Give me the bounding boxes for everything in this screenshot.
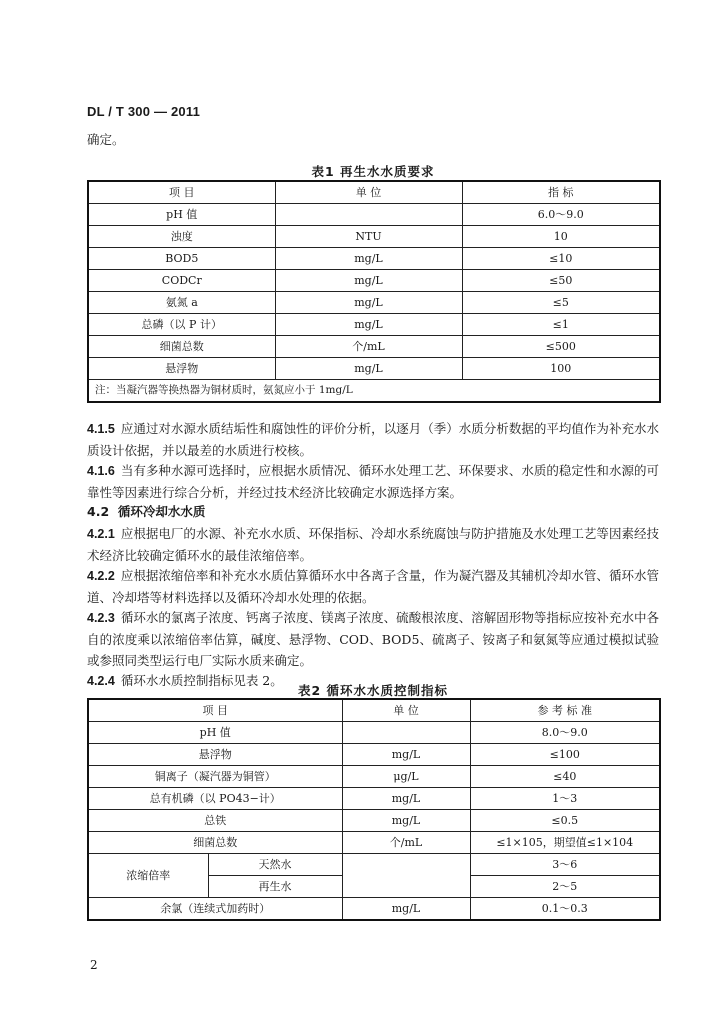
table1-cell-value: ≤50 bbox=[462, 270, 660, 292]
table-row bbox=[88, 314, 660, 336]
table2-cell-unit: mg/L bbox=[342, 898, 470, 921]
intro-text: 确定。 bbox=[87, 132, 125, 147]
table2-cell-unit bbox=[342, 722, 470, 744]
table-row bbox=[88, 226, 660, 248]
table2-ratio-value: 3～6 bbox=[470, 854, 660, 876]
table1-cell-item: pH 值 bbox=[88, 204, 275, 226]
table1-cell-item: 悬浮物 bbox=[88, 358, 275, 380]
section-number: 4.2 bbox=[87, 504, 110, 519]
table1-cell-value: ≤1 bbox=[462, 314, 660, 336]
section-heading-4-2 bbox=[87, 502, 205, 520]
clause-text: 应根据电厂的水源、补充水水质、环保指标、冷却水系统腐蚀与防护措施及水处理工艺等因素经技术经济比较确定循环水的最佳浓缩倍率。 bbox=[87, 526, 659, 563]
clause-text: 应通过对水源水质结垢性和腐蚀性的评价分析，以逐月（季）水质分析数据的平均值作为补充水水质设计依据，并以最差的水质进行校核。 bbox=[87, 421, 659, 458]
table1 bbox=[87, 180, 661, 403]
table1-cell-value: ≤5 bbox=[462, 292, 660, 314]
table-row bbox=[88, 204, 660, 226]
table-row bbox=[88, 854, 660, 876]
table-row bbox=[88, 292, 660, 314]
clause-text: 循环水水质控制指标见表 2。 bbox=[120, 673, 283, 688]
table1-cell-item: BOD5 bbox=[88, 248, 275, 270]
table1-cell-unit: mg/L bbox=[275, 270, 462, 292]
table1-cell-value: 6.0～9.0 bbox=[462, 204, 660, 226]
clause-text: 当有多种水源可选择时，应根据水质情况、循环水处理工艺、环保要求、水质的稳定性和水源的可靠性等因素进行综合分析，并经过技术经济比较确定水源选择方案。 bbox=[87, 463, 659, 500]
paragraph-4-2-2 bbox=[87, 565, 659, 608]
table-row bbox=[88, 788, 660, 810]
table1-caption: 表1 再生水水质要求 bbox=[311, 164, 435, 179]
clause-number: 4.2.3 bbox=[87, 611, 115, 625]
table2-cell-value: ≤40 bbox=[470, 766, 660, 788]
table2-caption: 表2 循环水水质控制指标 bbox=[297, 683, 449, 698]
table1-cell-value: ≤10 bbox=[462, 248, 660, 270]
table2 bbox=[87, 698, 661, 921]
table1-cell-item: 总磷（以 P 计） bbox=[88, 314, 275, 336]
clause-number: 4.2.1 bbox=[87, 527, 115, 541]
page-number: 2 bbox=[90, 958, 98, 972]
table1-note: 注：当凝汽器等换热器为铜材质时，氨氮应小于 1mg/L bbox=[88, 380, 660, 403]
table1-cell-unit: NTU bbox=[275, 226, 462, 248]
table2-cell-item: 余氯（连续式加药时） bbox=[88, 898, 342, 921]
table1-cell-item: CODCr bbox=[88, 270, 275, 292]
paragraph-4-1-6 bbox=[87, 460, 659, 503]
table1-cell-item: 浊度 bbox=[88, 226, 275, 248]
table2-ratio-sub: 天然水 bbox=[208, 854, 342, 876]
table1-note-row bbox=[88, 380, 660, 403]
table2-cell-value: 0.1～0.3 bbox=[470, 898, 660, 921]
table2-cell-item: 细菌总数 bbox=[88, 832, 342, 854]
table-row bbox=[88, 744, 660, 766]
table1-header-item: 项 目 bbox=[88, 181, 275, 204]
table-row bbox=[88, 358, 660, 380]
table2-header-row bbox=[88, 699, 660, 722]
paragraph-4-2-1 bbox=[87, 523, 659, 566]
table-row bbox=[88, 336, 660, 358]
table1-cell-unit: 个/mL bbox=[275, 336, 462, 358]
table-row bbox=[88, 722, 660, 744]
table1-cell-item: 细菌总数 bbox=[88, 336, 275, 358]
section-title: 循环冷却水水质 bbox=[117, 504, 206, 519]
table2-header-item: 项 目 bbox=[88, 699, 342, 722]
table2-cell-item: 铜离子（凝汽器为铜管） bbox=[88, 766, 342, 788]
table-row bbox=[88, 810, 660, 832]
table1-cell-unit: mg/L bbox=[275, 358, 462, 380]
table-row bbox=[88, 766, 660, 788]
table1-cell-unit: mg/L bbox=[275, 292, 462, 314]
table2-header-value: 参 考 标 准 bbox=[470, 699, 660, 722]
table1-cell-unit: mg/L bbox=[275, 314, 462, 336]
table2-cell-value: ≤1×105，期望值≤1×104 bbox=[470, 832, 660, 854]
table2-cell-value: 8.0～9.0 bbox=[470, 722, 660, 744]
paragraph-4-1-5 bbox=[87, 418, 659, 461]
table1-cell-unit: mg/L bbox=[275, 248, 462, 270]
table2-cell-item: 总铁 bbox=[88, 810, 342, 832]
table1-header-value: 指 标 bbox=[462, 181, 660, 204]
table1-cell-value: 10 bbox=[462, 226, 660, 248]
table2-cell-unit: mg/L bbox=[342, 810, 470, 832]
table2-ratio-label: 浓缩倍率 bbox=[88, 854, 208, 898]
table2-ratio-value: 2～5 bbox=[470, 876, 660, 898]
document-code-header: DL / T 300 — 2011 bbox=[87, 104, 200, 119]
table-row bbox=[88, 832, 660, 854]
table1-cell-value: 100 bbox=[462, 358, 660, 380]
clause-text: 循环水的氯离子浓度、钙离子浓度、镁离子浓度、硫酸根浓度、溶解固形物等指标应按补充水中各自的浓度乘以浓缩倍率估算，碱度、悬浮物、COD、BOD5、硫离子、铵离子和氨氮等应通过模拟试验或参照同类型运行电厂实际水质来确定。 bbox=[87, 610, 659, 668]
table2-cell-unit: μg/L bbox=[342, 766, 470, 788]
table1-cell-value: ≤500 bbox=[462, 336, 660, 358]
table2-cell-item: 悬浮物 bbox=[88, 744, 342, 766]
clause-text: 应根据浓缩倍率和补充水水质估算循环水中各离子含量，作为凝汽器及其辅机冷却水管、循环水管道、冷却塔等材料选择以及循环冷却水处理的依据。 bbox=[87, 568, 659, 605]
table2-cell-value: ≤0.5 bbox=[470, 810, 660, 832]
clause-number: 4.2.4 bbox=[87, 674, 115, 688]
clause-number: 4.2.2 bbox=[87, 569, 115, 583]
table-row bbox=[88, 898, 660, 921]
table2-cell-value: 1～3 bbox=[470, 788, 660, 810]
paragraph-4-2-3 bbox=[87, 607, 659, 671]
table2-ratio-unit bbox=[342, 854, 470, 898]
table2-cell-unit: mg/L bbox=[342, 788, 470, 810]
clause-number: 4.1.5 bbox=[87, 422, 115, 436]
table2-cell-item: pH 值 bbox=[88, 722, 342, 744]
table2-cell-unit: mg/L bbox=[342, 744, 470, 766]
table-row bbox=[88, 270, 660, 292]
table-row bbox=[88, 248, 660, 270]
table1-header-unit: 单 位 bbox=[275, 181, 462, 204]
table1-cell-item: 氨氮 a bbox=[88, 292, 275, 314]
clause-number: 4.1.6 bbox=[87, 464, 115, 478]
table2-cell-unit: 个/mL bbox=[342, 832, 470, 854]
table1-header-row bbox=[88, 181, 660, 204]
table2-cell-item: 总有机磷（以 PO43−计） bbox=[88, 788, 342, 810]
table2-header-unit: 单 位 bbox=[342, 699, 470, 722]
table2-cell-value: ≤100 bbox=[470, 744, 660, 766]
table2-ratio-sub: 再生水 bbox=[208, 876, 342, 898]
table1-cell-unit bbox=[275, 204, 462, 226]
